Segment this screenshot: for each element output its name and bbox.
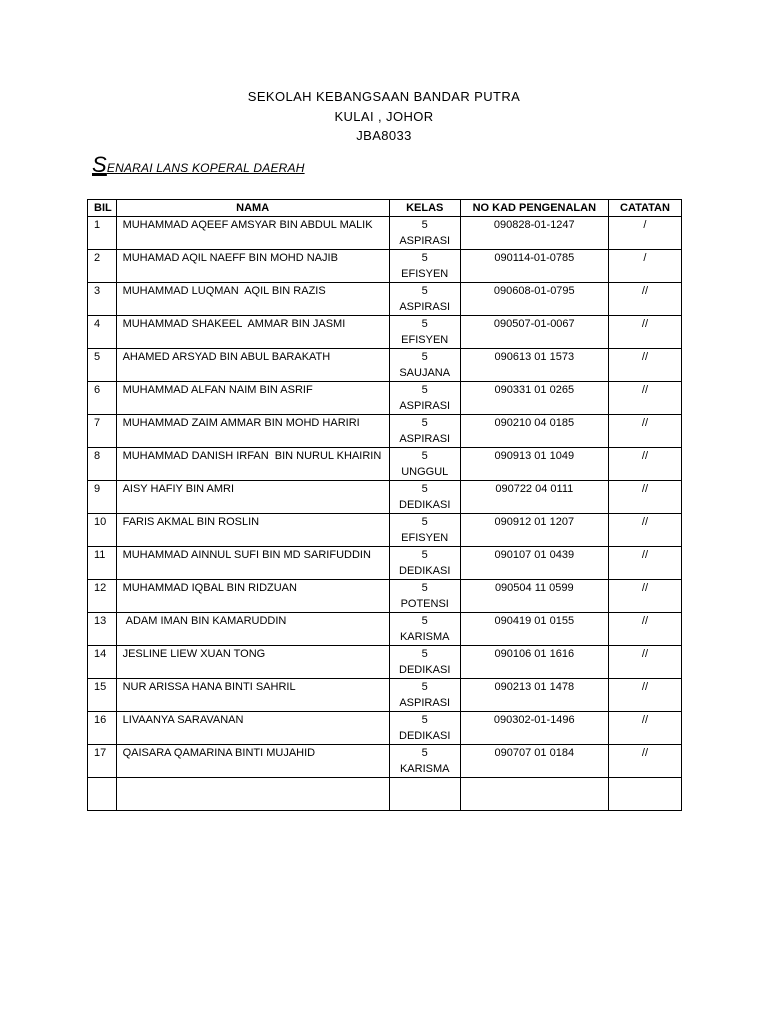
kelas-name: ASPIRASI xyxy=(399,235,451,247)
kelas-cell xyxy=(389,646,460,679)
nama-value: FARIS AKMAL BIN ROSLIN xyxy=(122,516,260,528)
bil-value: 6 xyxy=(94,384,101,396)
kelas-number: 5 xyxy=(421,351,428,363)
bil-cell xyxy=(88,547,117,580)
table-row xyxy=(88,481,682,514)
nama-cell xyxy=(116,580,389,613)
kelas-number: 5 xyxy=(421,549,428,561)
bil-cell xyxy=(88,646,117,679)
catatan-cell xyxy=(608,316,681,349)
catatan-value: // xyxy=(641,549,649,561)
ic-value: 090213 01 1478 xyxy=(494,681,575,693)
nama-cell xyxy=(116,217,389,250)
table-row xyxy=(88,448,682,481)
nama-value: ADAM IMAN BIN KAMARUDDIN xyxy=(122,615,287,627)
kelas-name: KARISMA xyxy=(399,763,450,775)
bil-cell xyxy=(88,745,117,778)
ic-cell xyxy=(460,745,608,778)
column-header-nama: NAMA xyxy=(116,200,389,217)
kelas-name: ASPIRASI xyxy=(399,433,451,445)
nama-value: QAISARA QAMARINA BINTI MUJAHID xyxy=(122,747,316,759)
kelas-cell xyxy=(389,415,460,448)
table-header-row xyxy=(88,200,682,217)
bil-value: 10 xyxy=(94,516,107,528)
bil-cell xyxy=(88,349,117,382)
ic-value: 090302-01-1496 xyxy=(493,714,575,726)
ic-cell xyxy=(460,481,608,514)
kelas-name: KARISMA xyxy=(399,631,450,643)
kelas-number: 5 xyxy=(421,384,428,396)
kelas-number: 5 xyxy=(421,219,428,231)
list-title-initial: S xyxy=(92,152,107,177)
bil-cell xyxy=(88,217,117,250)
nama-cell xyxy=(116,415,389,448)
ic-cell xyxy=(460,712,608,745)
kelas-cell xyxy=(389,349,460,382)
table-row xyxy=(88,646,682,679)
bil-value: 15 xyxy=(94,681,107,693)
nama-cell xyxy=(116,250,389,283)
catatan-value: // xyxy=(641,582,649,594)
kelas-cell xyxy=(389,481,460,514)
catatan-value: // xyxy=(641,681,649,693)
nama-cell xyxy=(116,646,389,679)
kelas-number: 5 xyxy=(421,483,428,495)
bil-cell xyxy=(88,712,117,745)
kelas-cell xyxy=(389,778,460,811)
kelas-cell xyxy=(389,580,460,613)
bil-cell xyxy=(88,778,117,811)
ic-cell xyxy=(460,448,608,481)
table-row xyxy=(88,250,682,283)
nama-value: MUHAMMAD IQBAL BIN RIDZUAN xyxy=(122,582,297,594)
nama-value: MUHAMAD AQIL NAEFF BIN MOHD NAJIB xyxy=(122,252,338,264)
catatan-value: // xyxy=(641,417,649,429)
ic-value: 090210 04 0185 xyxy=(494,417,575,429)
kelas-name: UNGGUL xyxy=(401,466,449,478)
ic-cell xyxy=(460,250,608,283)
table-row xyxy=(88,415,682,448)
catatan-cell xyxy=(608,745,681,778)
catatan-cell xyxy=(608,481,681,514)
kelas-name: DEDIKASI xyxy=(399,565,451,577)
kelas-name: DEDIKASI xyxy=(399,499,451,511)
catatan-value: // xyxy=(641,747,649,759)
ic-value: 090707 01 0184 xyxy=(494,747,575,759)
bil-value: 17 xyxy=(94,747,107,759)
column-header-catatan: CATATAN xyxy=(608,200,681,217)
catatan-value: // xyxy=(641,516,649,528)
kelas-cell xyxy=(389,217,460,250)
kelas-number: 5 xyxy=(421,615,428,627)
roster-table xyxy=(87,199,682,811)
catatan-cell xyxy=(608,547,681,580)
school-location: KULAI , JOHOR xyxy=(334,109,434,124)
bil-value: 11 xyxy=(94,549,106,561)
catatan-cell xyxy=(608,679,681,712)
ic-cell xyxy=(460,778,608,811)
bil-value: 12 xyxy=(94,582,107,594)
kelas-number: 5 xyxy=(421,516,428,528)
catatan-cell xyxy=(608,712,681,745)
ic-cell xyxy=(460,547,608,580)
nama-value: MUHAMMAD ZAIM AMMAR BIN MOHD HARIRI xyxy=(122,417,360,429)
ic-cell xyxy=(460,580,608,613)
ic-value: 090722 04 0111 xyxy=(495,483,574,495)
bil-value: 13 xyxy=(94,615,107,627)
bil-value: 16 xyxy=(94,714,107,726)
catatan-cell xyxy=(608,250,681,283)
nama-value: MUHAMMAD SHAKEEL AMMAR BIN JASMI xyxy=(122,318,346,330)
ic-value: 090419 01 0155 xyxy=(494,615,575,627)
kelas-number: 5 xyxy=(421,318,428,330)
table-row xyxy=(88,778,682,811)
bil-cell xyxy=(88,250,117,283)
kelas-name: DEDIKASI xyxy=(399,664,451,676)
catatan-cell xyxy=(608,448,681,481)
catatan-value: // xyxy=(641,615,649,627)
catatan-cell xyxy=(608,580,681,613)
bil-cell xyxy=(88,448,117,481)
kelas-number: 5 xyxy=(421,714,428,726)
ic-value: 090107 01 0439 xyxy=(494,549,575,561)
bil-cell xyxy=(88,514,117,547)
catatan-cell xyxy=(608,514,681,547)
bil-value: 14 xyxy=(94,648,107,660)
kelas-name: ASPIRASI xyxy=(399,400,451,412)
table-row xyxy=(88,613,682,646)
ic-value: 090504 11 0599 xyxy=(494,582,574,594)
bil-cell xyxy=(88,580,117,613)
catatan-value: // xyxy=(641,714,649,726)
catatan-cell xyxy=(608,382,681,415)
table-row xyxy=(88,580,682,613)
kelas-name: EFISYEN xyxy=(401,532,449,544)
table-row xyxy=(88,217,682,250)
nama-value: JESLINE LIEW XUAN TONG xyxy=(122,648,266,660)
nama-value: MUHAMMAD DANISH IRFAN BIN NURUL KHAIRIN xyxy=(122,450,382,462)
nama-cell xyxy=(116,448,389,481)
ic-cell xyxy=(460,349,608,382)
column-header-ic: NO KAD PENGENALAN xyxy=(460,200,608,217)
catatan-cell xyxy=(608,415,681,448)
nama-cell xyxy=(116,514,389,547)
catatan-value: // xyxy=(641,648,649,660)
ic-cell xyxy=(460,679,608,712)
bil-value: 1 xyxy=(94,219,101,231)
catatan-value: // xyxy=(641,384,649,396)
table-row xyxy=(88,382,682,415)
kelas-cell xyxy=(389,613,460,646)
kelas-name: ASPIRASI xyxy=(399,697,451,709)
catatan-cell xyxy=(608,778,681,811)
nama-value: MUHAMMAD ALFAN NAIM BIN ASRIF xyxy=(122,384,313,396)
bil-value: 4 xyxy=(94,318,101,330)
kelas-number: 5 xyxy=(421,747,428,759)
catatan-cell xyxy=(608,646,681,679)
catatan-cell xyxy=(608,349,681,382)
ic-value: 090912 01 1207 xyxy=(494,516,575,528)
column-header-kelas: KELAS xyxy=(389,200,460,217)
bil-cell xyxy=(88,679,117,712)
catatan-value: // xyxy=(641,351,649,363)
bil-value: 3 xyxy=(94,285,101,297)
bil-value: 5 xyxy=(94,351,101,363)
bil-cell xyxy=(88,415,117,448)
column-header-bil: BIL xyxy=(88,200,117,217)
ic-value: 090828-01-1247 xyxy=(493,219,575,231)
bil-cell xyxy=(88,613,117,646)
nama-value: NUR ARISSA HANA BINTI SAHRIL xyxy=(122,681,296,693)
table-row xyxy=(88,679,682,712)
nama-cell xyxy=(116,349,389,382)
school-code: JBA8033 xyxy=(356,128,412,143)
nama-cell xyxy=(116,679,389,712)
ic-cell xyxy=(460,514,608,547)
nama-value: MUHAMMAD AQEEF AMSYAR BIN ABDUL MALIK xyxy=(122,219,373,231)
kelas-cell xyxy=(389,547,460,580)
ic-value: 090507-01-0067 xyxy=(493,318,575,330)
bil-cell xyxy=(88,481,117,514)
ic-value: 090106 01 1616 xyxy=(494,648,575,660)
bil-value: 2 xyxy=(94,252,101,264)
ic-cell xyxy=(460,415,608,448)
ic-cell xyxy=(460,217,608,250)
list-title xyxy=(92,152,305,178)
kelas-number: 5 xyxy=(421,582,428,594)
nama-cell xyxy=(116,547,389,580)
table-row xyxy=(88,712,682,745)
kelas-name: DEDIKASI xyxy=(399,730,451,742)
table-row xyxy=(88,514,682,547)
kelas-number: 5 xyxy=(421,681,428,693)
nama-value: MUHAMMAD AINNUL SUFI BIN MD SARIFUDDIN xyxy=(122,549,371,561)
nama-cell xyxy=(116,283,389,316)
school-name: SEKOLAH KEBANGSAAN BANDAR PUTRA xyxy=(247,89,521,104)
kelas-number: 5 xyxy=(421,252,428,264)
ic-value: 090608-01-0795 xyxy=(493,285,575,297)
table-body xyxy=(88,217,682,811)
catatan-value: / xyxy=(643,252,647,264)
kelas-name: POTENSI xyxy=(400,598,449,610)
nama-cell xyxy=(116,382,389,415)
nama-value: LIVAANYA SARAVANAN xyxy=(122,714,244,726)
bil-cell xyxy=(88,382,117,415)
nama-cell xyxy=(116,778,389,811)
ic-value: 090613 01 1573 xyxy=(494,351,575,363)
kelas-cell xyxy=(389,514,460,547)
kelas-cell xyxy=(389,448,460,481)
kelas-number: 5 xyxy=(421,648,428,660)
kelas-cell xyxy=(389,382,460,415)
nama-value: AHAMED ARSYAD BIN ABUL BARAKATH xyxy=(122,351,331,363)
table-row xyxy=(88,745,682,778)
kelas-cell xyxy=(389,745,460,778)
nama-value: MUHAMMAD LUQMAN AQIL BIN RAZIS xyxy=(122,285,326,297)
ic-cell xyxy=(460,316,608,349)
kelas-number: 5 xyxy=(421,285,428,297)
catatan-cell xyxy=(608,613,681,646)
nama-value: AISY HAFIY BIN AMRI xyxy=(122,483,235,495)
bil-value: 7 xyxy=(94,417,101,429)
catatan-cell xyxy=(608,283,681,316)
table-row xyxy=(88,283,682,316)
catatan-value: // xyxy=(641,450,649,462)
kelas-cell xyxy=(389,250,460,283)
kelas-number: 5 xyxy=(421,417,428,429)
catatan-value: // xyxy=(641,318,649,330)
table-row xyxy=(88,349,682,382)
kelas-name: ASPIRASI xyxy=(399,301,451,313)
kelas-cell xyxy=(389,679,460,712)
table-row xyxy=(88,547,682,580)
nama-cell xyxy=(116,745,389,778)
nama-cell xyxy=(116,712,389,745)
bil-cell xyxy=(88,316,117,349)
bil-cell xyxy=(88,283,117,316)
kelas-name: EFISYEN xyxy=(401,268,449,280)
kelas-number: 5 xyxy=(421,450,428,462)
table-row xyxy=(88,316,682,349)
bil-value: 9 xyxy=(94,483,101,495)
nama-cell xyxy=(116,316,389,349)
ic-value: 090913 01 1049 xyxy=(494,450,575,462)
ic-value: 090114-01-0785 xyxy=(494,252,575,264)
ic-cell xyxy=(460,613,608,646)
ic-cell xyxy=(460,283,608,316)
catatan-value: // xyxy=(641,285,649,297)
catatan-value: / xyxy=(643,219,647,231)
kelas-name: SAUJANA xyxy=(399,367,451,379)
nama-cell xyxy=(116,481,389,514)
kelas-cell xyxy=(389,316,460,349)
ic-cell xyxy=(460,646,608,679)
ic-cell xyxy=(460,382,608,415)
ic-value: 090331 01 0265 xyxy=(494,384,575,396)
kelas-name: EFISYEN xyxy=(401,334,449,346)
kelas-cell xyxy=(389,712,460,745)
kelas-cell xyxy=(389,283,460,316)
nama-cell xyxy=(116,613,389,646)
catatan-cell xyxy=(608,217,681,250)
list-title-rest: ENARAI LANS KOPERAL DAERAH xyxy=(106,161,305,175)
bil-value: 8 xyxy=(94,450,101,462)
catatan-value: // xyxy=(641,483,649,495)
